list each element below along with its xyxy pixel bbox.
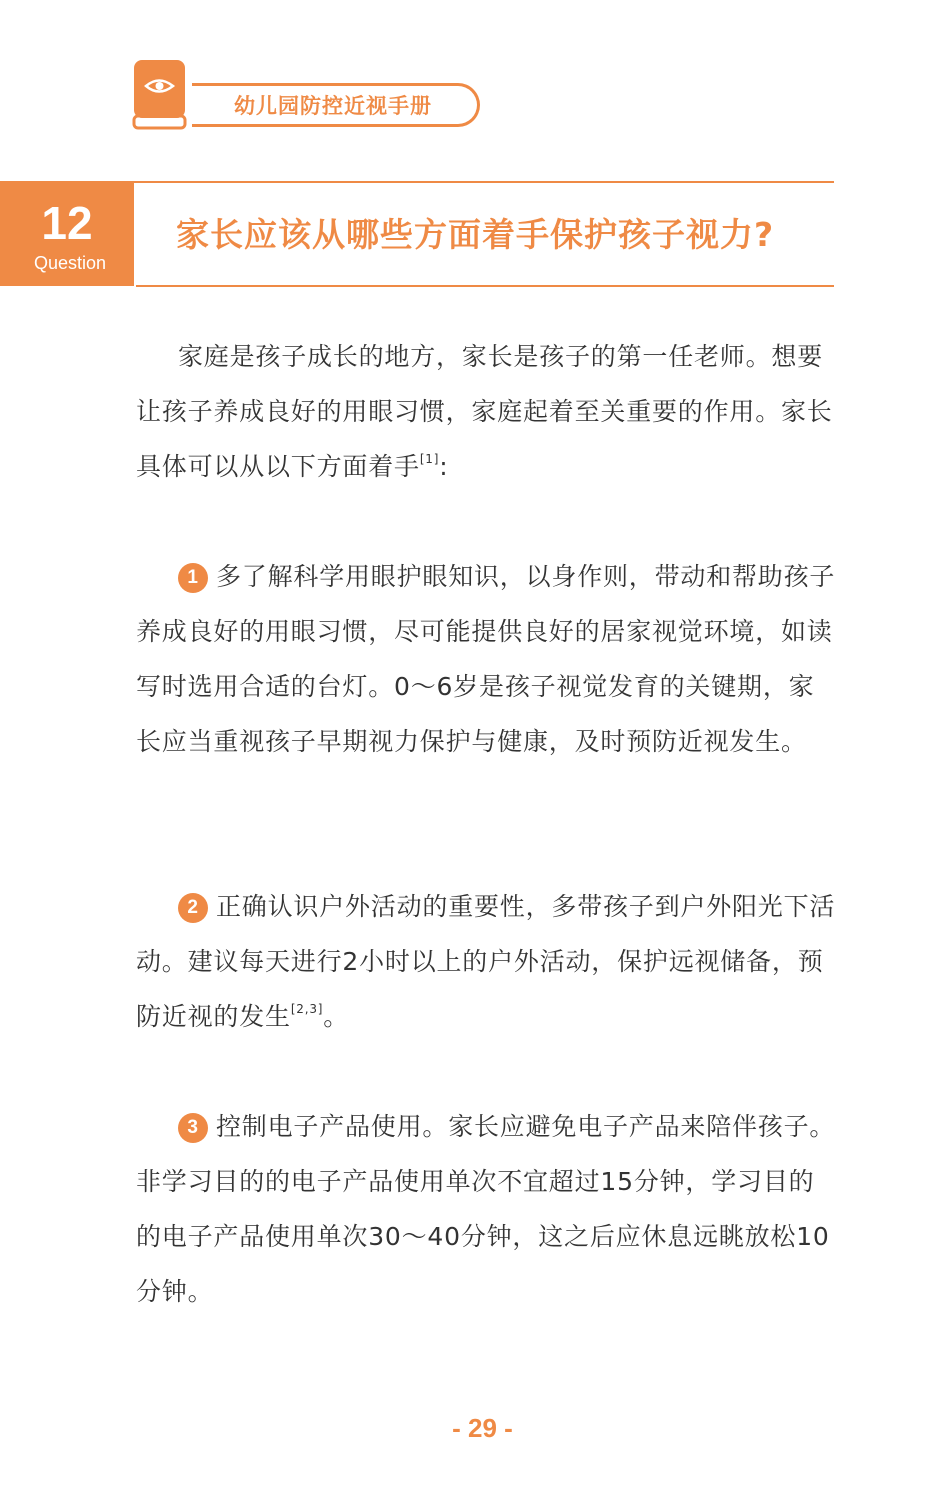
eye-book-icon [132, 58, 187, 130]
citation-ref: [1] [419, 452, 440, 466]
list-item [136, 1099, 836, 1319]
intro-text: 家庭是孩子成长的地方，家长是孩子的第一任老师。想要让孩子养成良好的用眼习惯，家庭起着至关重要的作用。家长具体可以从以下方面着手 [136, 342, 833, 481]
list-item [136, 879, 836, 1044]
list-item-text: 正确认识户外活动的重要性，多带孩子到户外阳光下活动。建议每天进行2小时以上的户外活动，保护远视储备，预防近视的发生 [136, 892, 836, 1031]
page-number: - 29 - [452, 1413, 513, 1443]
intro-tail: : [439, 452, 449, 481]
intro-paragraph [136, 329, 836, 494]
question-rule-bottom [136, 285, 834, 287]
question-title: 家长应该从哪些方面着手保护孩子视力? [176, 215, 775, 254]
question-label: Question [33, 253, 107, 273]
list-item [136, 549, 836, 769]
citation-ref: [2,3] [290, 1002, 324, 1016]
header-title: 幼儿园防控近视手册 [234, 94, 432, 118]
question-number: 12 [41, 197, 93, 249]
number-badge: 2 [178, 893, 208, 923]
list-item-text: 控制电子产品使用。家长应避免电子产品来陪伴孩子。非学习目的的电子产品使用单次不宜超过15分钟，学习目的的电子产品使用单次30～40分钟，这之后应休息远眺放松10分钟。 [136, 1112, 836, 1306]
list-item-tail: 。 [323, 1002, 350, 1031]
number-badge: 3 [178, 1113, 208, 1143]
number-badge: 1 [178, 563, 208, 593]
list-item-text: 多了解科学用眼护眼知识，以身作则，带动和帮助孩子养成良好的用眼习惯，尽可能提供良好的居家视觉环境，如读写时选用合适的台灯。0～6岁是孩子视觉发育的关键期，家长应当重视孩子早期视力保护与健康，及时预防近视发生。 [136, 562, 836, 756]
